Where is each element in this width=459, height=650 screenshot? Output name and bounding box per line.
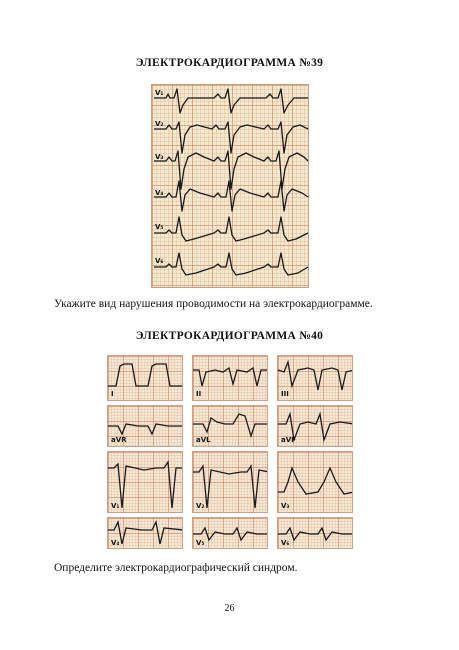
- ecg-40-lead-label: V₃: [281, 502, 290, 510]
- ecg-40-tile-avl: [192, 405, 268, 447]
- ecg-40-lead-label: V₄: [111, 539, 120, 547]
- ecg-40-title: ЭЛЕКТРОКАРДИОГРАММА №40: [135, 330, 324, 342]
- ecg-39-lead-label: V₂: [155, 120, 164, 128]
- ecg-40-lead-label: I: [111, 390, 114, 398]
- ecg-39-lead-label: V₃: [155, 153, 164, 161]
- ecg-39-trace-v5: [154, 217, 308, 241]
- ecg-40-tile-iii: [277, 355, 353, 401]
- ecg-40-lead-label: III: [281, 390, 289, 398]
- page-number: 26: [224, 603, 235, 614]
- ecg-40-lead-label: aVR: [111, 436, 127, 444]
- ecg-40-tile-v5: [192, 517, 268, 549]
- ecg-39-question: Укажите вид нарушения проводимости на электрокардиограмме.: [54, 298, 373, 310]
- ecg-39-lead-label: V₆: [155, 257, 164, 265]
- ecg-40-lead-label: V₆: [281, 539, 290, 547]
- ecg-40-trace: [193, 356, 268, 401]
- ecg-40-lead-label: aVF: [281, 436, 296, 444]
- ecg-40-tile-v4: [107, 517, 183, 549]
- ecg-40-tile-v6: [277, 517, 353, 549]
- ecg-40-tile-avr: [107, 405, 183, 447]
- ecg-40-tile-v3: [277, 451, 353, 513]
- ecg-40-lead-label: V₂: [196, 502, 205, 510]
- ecg-40-tile-avf: [277, 405, 353, 447]
- ecg-40-lead-label: aVL: [196, 436, 211, 444]
- ecg-40-lead-label: V₅: [196, 539, 205, 547]
- ecg-39-lead-label: V₅: [155, 223, 164, 231]
- ecg-40-lead-label: II: [196, 390, 202, 398]
- ecg-39-trace-v6: [154, 253, 308, 275]
- ecg-40-lead-label: V₁: [111, 502, 120, 510]
- ecg-39-traces: [152, 85, 310, 289]
- ecg-40-tile-v2: [192, 451, 268, 513]
- ecg-40-tile-i: [107, 355, 183, 401]
- ecg-39-trace-v3: [154, 151, 308, 189]
- ecg-39-image: [151, 84, 309, 288]
- ecg-40-image: [107, 355, 353, 549]
- ecg-40-tile-ii: [192, 355, 268, 401]
- ecg-39-title: ЭЛЕКТРОКАРДИОГРАММА №39: [135, 57, 324, 69]
- ecg-40-trace: [108, 356, 183, 401]
- ecg-39-lead-label: V₄: [155, 189, 164, 197]
- ecg-40-trace: [278, 356, 353, 401]
- ecg-39-lead-label: V₁: [155, 89, 164, 97]
- ecg-39-trace-v1: [154, 89, 308, 113]
- ecg-40-tile-v1: [107, 451, 183, 513]
- ecg-40-question: Определите электрокардиографический синдром.: [54, 562, 298, 574]
- ecg-39-trace-v2: [154, 122, 308, 153]
